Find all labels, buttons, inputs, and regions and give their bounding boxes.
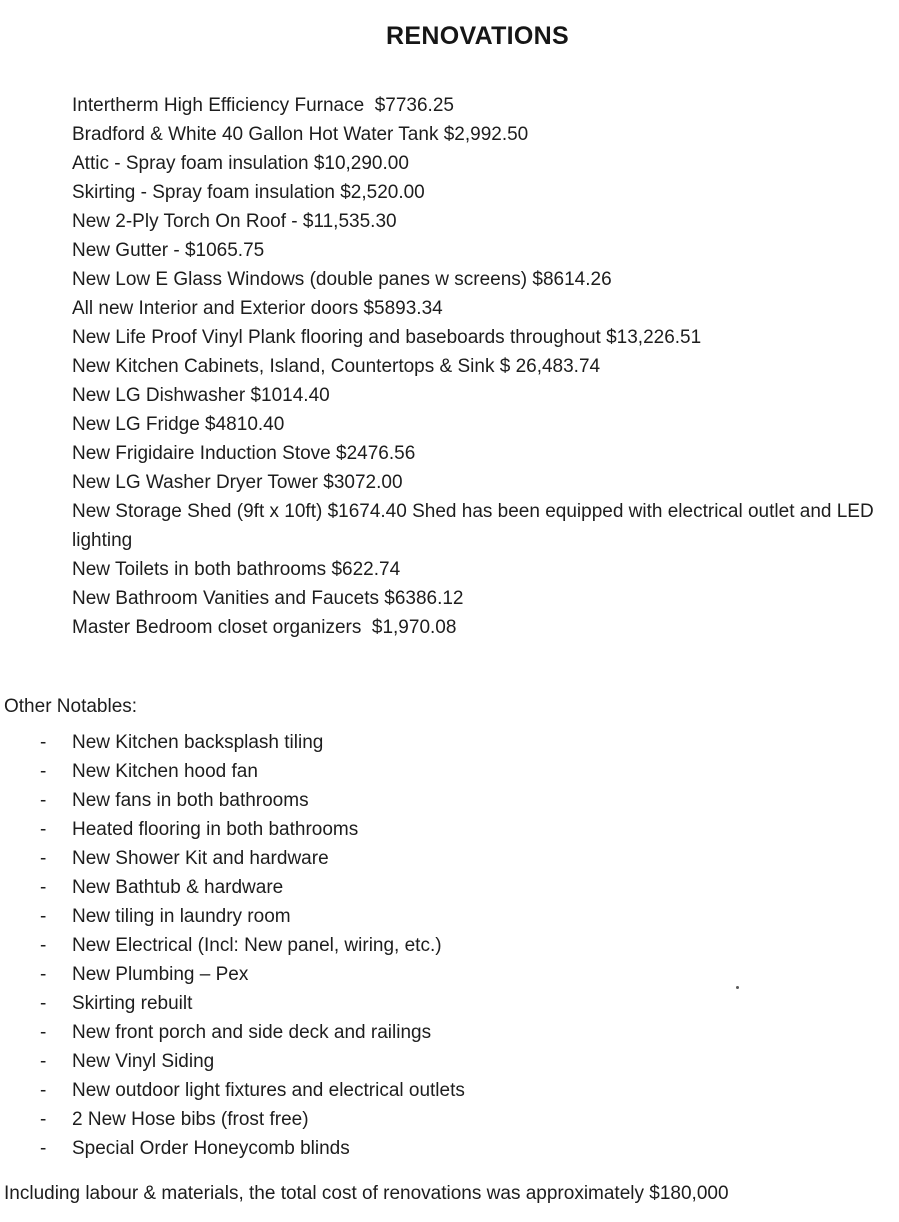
- dash-bullet: -: [40, 761, 47, 782]
- notable-item-text: Heated flooring in both bathrooms: [72, 819, 359, 840]
- notable-item-text: New tiling in laundry room: [72, 906, 291, 927]
- renovation-item: Attic - Spray foam insulation $10,290.00: [72, 153, 409, 174]
- renovation-item: New Kitchen Cabinets, Island, Countertops & Sink $ 26,483.74: [72, 356, 601, 377]
- notables-list: [0, 728, 899, 1163]
- renovation-item: Master Bedroom closet organizers $1,970.08: [72, 617, 457, 638]
- notable-item-text: New fans in both bathrooms: [72, 790, 309, 811]
- dash-bullet: -: [40, 964, 47, 985]
- notable-item: [0, 1105, 899, 1134]
- notable-item-text: Skirting rebuilt: [72, 993, 193, 1014]
- renovation-item: New Frigidaire Induction Stove $2476.56: [72, 443, 416, 464]
- notable-item: [0, 844, 899, 873]
- renovation-item: New Storage Shed (9ft x 10ft) $1674.40 Shed has been equipped with electrical outlet and LED lighting: [72, 501, 879, 551]
- dash-bullet: -: [40, 1138, 47, 1159]
- scan-artifact-dot: [736, 986, 739, 989]
- renovation-item: New LG Dishwasher $1014.40: [72, 385, 330, 406]
- page-title: RENOVATIONS: [386, 22, 569, 50]
- notable-item: [0, 757, 899, 786]
- notable-item: [0, 902, 899, 931]
- renovation-list: [72, 91, 884, 642]
- dash-bullet: -: [40, 877, 47, 898]
- dash-bullet: -: [40, 1051, 47, 1072]
- notable-item-text: New front porch and side deck and railings: [72, 1022, 432, 1043]
- notable-item: [0, 1134, 899, 1163]
- notable-item: [0, 728, 899, 757]
- notable-item: [0, 989, 899, 1018]
- notable-item: [0, 1018, 899, 1047]
- notable-item: [0, 786, 899, 815]
- renovation-item: New Toilets in both bathrooms $622.74: [72, 559, 401, 580]
- dash-bullet: -: [40, 993, 47, 1014]
- notable-item: [0, 931, 899, 960]
- dash-bullet: -: [40, 819, 47, 840]
- notable-item-text: Special Order Honeycomb blinds: [72, 1138, 350, 1159]
- notable-item: [0, 1047, 899, 1076]
- notable-item: [0, 873, 899, 902]
- renovation-item: New Low E Glass Windows (double panes w screens) $8614.26: [72, 269, 612, 290]
- renovation-item: All new Interior and Exterior doors $5893.34: [72, 298, 443, 319]
- dash-bullet: -: [40, 935, 47, 956]
- renovation-item: Skirting - Spray foam insulation $2,520.00: [72, 182, 425, 203]
- dash-bullet: -: [40, 848, 47, 869]
- notable-item-text: New Plumbing – Pex: [72, 964, 249, 985]
- notable-item: [0, 960, 899, 989]
- notable-item: [0, 1076, 899, 1105]
- notable-item-text: New Kitchen backsplash tiling: [72, 732, 324, 753]
- renovation-item: New 2-Ply Torch On Roof - $11,535.30: [72, 211, 397, 232]
- notable-item-text: New Vinyl Siding: [72, 1051, 215, 1072]
- notable-item-text: 2 New Hose bibs (frost free): [72, 1109, 309, 1130]
- renovation-item: New Gutter - $1065.75: [72, 240, 265, 261]
- notable-item-text: New Bathtub & hardware: [72, 877, 284, 898]
- dash-bullet: -: [40, 732, 47, 753]
- notable-item-text: New Shower Kit and hardware: [72, 848, 329, 869]
- dash-bullet: -: [40, 1022, 47, 1043]
- renovation-item: New Life Proof Vinyl Plank flooring and baseboards throughout $13,226.51: [72, 327, 702, 348]
- dash-bullet: -: [40, 790, 47, 811]
- notable-item: [0, 815, 899, 844]
- notable-item-text: New outdoor light fixtures and electrical outlets: [72, 1080, 465, 1101]
- dash-bullet: -: [40, 1109, 47, 1130]
- dash-bullet: -: [40, 1080, 47, 1101]
- renovation-item: New LG Washer Dryer Tower $3072.00: [72, 472, 403, 493]
- other-notables-heading: Other Notables:: [4, 696, 138, 717]
- notable-item-text: New Electrical (Incl: New panel, wiring, etc.): [72, 935, 442, 956]
- renovation-item: New Bathroom Vanities and Faucets $6386.12: [72, 588, 464, 609]
- renovation-item: New LG Fridge $4810.40: [72, 414, 285, 435]
- total-cost-line: Including labour & materials, the total cost of renovations was approximately $180,000: [4, 1183, 729, 1204]
- notable-item-text: New Kitchen hood fan: [72, 761, 258, 782]
- renovation-item: Bradford & White 40 Gallon Hot Water Tank $2,992.50: [72, 124, 529, 145]
- document-page: [0, 22, 899, 1222]
- dash-bullet: -: [40, 906, 47, 927]
- renovation-item: Intertherm High Efficiency Furnace $7736.25: [72, 95, 454, 116]
